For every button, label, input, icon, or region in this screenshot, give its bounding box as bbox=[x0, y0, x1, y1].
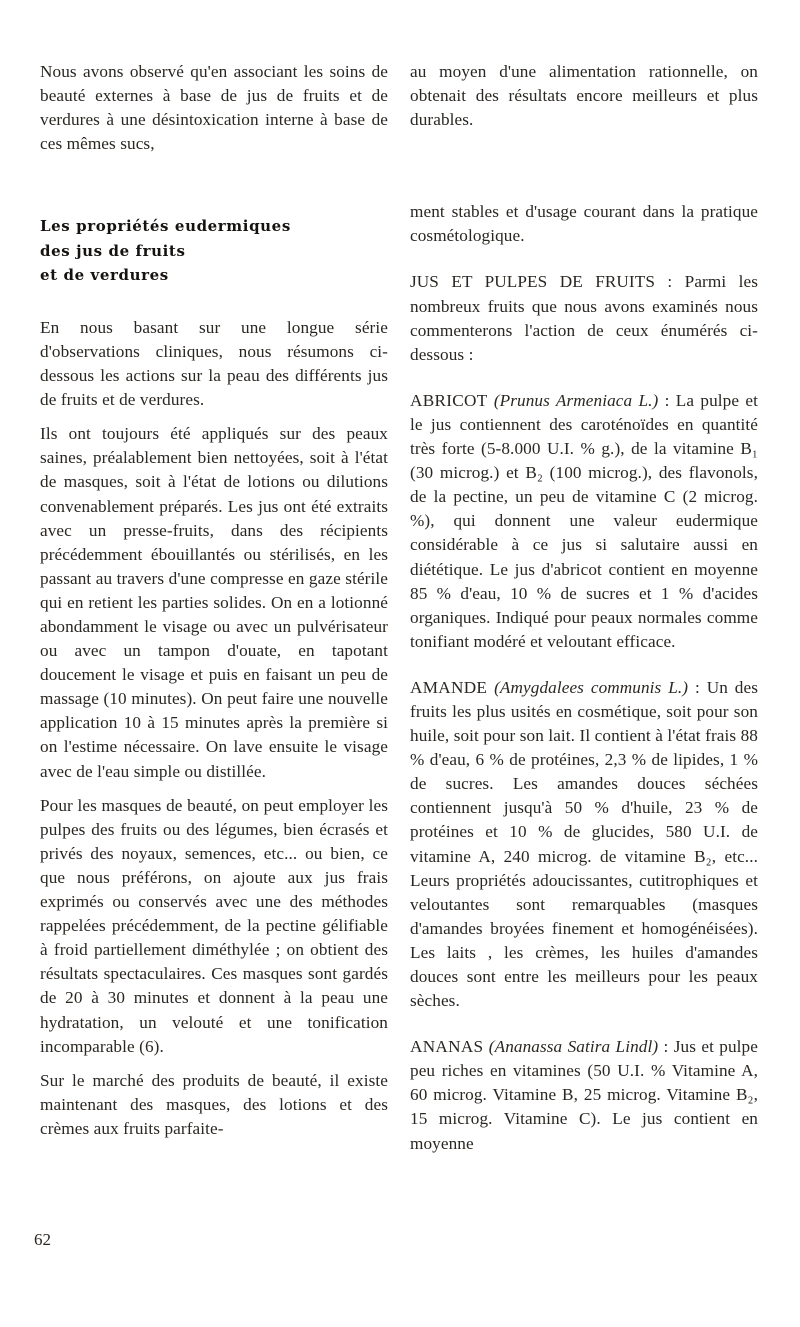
left-column bbox=[40, 60, 388, 1141]
masques-paragraph: Pour les masques de beauté, on peut employer les pulpes des fruits ou des légumes, bien écrasés et privés des noyaux, semences, etc... ou bien, ce que nous préférons, on ajoute aux jus frais exprimés ou conservés avec une des méthodes rappelées précédemment, de la pectine gélifiable à froid partiellement diméthylée ; on obtient des résultats spectaculaires. Ces masques sont gardés de 20 à 30 minutes et donnent à la peau une hydratation, un velouté et une tonification incomparable (6). bbox=[40, 795, 388, 1056]
section-heading bbox=[40, 214, 388, 288]
amande-text: : Un des fruits les plus usités en cosmétique, soit pour son huile, soit pour son lait. Il contient à l'état frais 88 % d'eau, 6 % de protéines, 2,3 % de lipides, 1 % de sucres. Les amandes douces séchées contiennent jusqu'à 50 % d'huile, 23 % de protéines et 10 % de glucides, 580 U.I. de vitamine A, 240 microg. de vitamine B₂, etc... Leurs propriétés adoucissantes, cutitrophiques et veloutantes sont remarquables (masques d'amandes broyées finement et homogénéisées). Les laits , les crèmes, les huiles d'amandes douces sont entre les meilleurs pour les peaux sèches. bbox=[410, 677, 758, 1011]
abricot-latin: (Prunus Armeniaca L.) bbox=[493, 390, 659, 410]
abricot-entry bbox=[410, 389, 758, 654]
continuation-paragraph: au moyen d'une alimentation rationnelle, on obtenait des résultats encore meilleurs et plus durables. bbox=[410, 62, 758, 130]
ananas-name: ANANAS bbox=[410, 1037, 484, 1057]
heading-line-1: Les propriétés eudermiques bbox=[40, 217, 291, 236]
marche-paragraph: Sur le marché des produits de beauté, il existe maintenant des masques, des lotions et des crèmes aux fruits parfaite- bbox=[40, 1070, 388, 1138]
jus-pulpes-paragraph: JUS ET PULPES DE FRUITS : Parmi les nombreux fruits que nous avons examinés nous commenterons l'action de ceux énumérés ci-dessous : bbox=[410, 272, 758, 364]
ananas-text: : Jus et pulpe peu riches en vitamines (50 U.I. % Vitamine A, 60 microg. Vitamine B, 25 microg. Vitamine B₂, 15 microg. Vitamine C). Le jus contient en moyenne bbox=[410, 1037, 758, 1153]
stables-paragraph: ment stables et d'usage courant dans la pratique cosmétologique. bbox=[410, 202, 758, 246]
right-column bbox=[410, 60, 758, 1156]
ananas-entry bbox=[410, 1035, 758, 1155]
amande-name: AMANDE bbox=[410, 677, 488, 697]
application-paragraph: Ils ont toujours été appliqués sur des peaux saines, préalablement bien nettoyées, soit à l'état de masques, soit à l'état de lotions ou dilutions convenablement préparés. Les jus ont été extraits avec un presse-fruits, dans des récipients précédemment ébouillantés ou stérilisés, en les passant au travers d'une compresse en gaze stérile qui en retient les parties solides. On en a lotionné abondamment le visage ou avec un pulvérisateur ou avec un tampon d'ouate, en tapotant doucement le visage et puis en faisant un peu de massage (10 minutes). On peut faire une nouvelle application 10 à 15 minutes après la première si on l'estime nécessaire. On lave ensuite le visage avec de l'eau simple ou distillée. bbox=[40, 424, 388, 781]
abricot-name: ABRICOT bbox=[410, 390, 488, 410]
observations-paragraph: En nous basant sur une longue série d'observations cliniques, nous résumons ci-dessous les actions sur la peau des différents jus de fruits et de verdures. bbox=[40, 317, 388, 410]
amande-latin: (Amygdalees communis L.) bbox=[494, 677, 689, 697]
intro-paragraph: Nous avons observé qu'en associant les soins de beauté externes à base de jus de fruits et de verdures à une désintoxication interne à base de ces mêmes sucs, bbox=[40, 62, 388, 154]
page-number: 62 bbox=[34, 1230, 51, 1249]
heading-line-2: des jus de fruits bbox=[40, 241, 186, 260]
heading-line-3: et de verdures bbox=[40, 266, 169, 285]
amande-entry bbox=[410, 676, 758, 1013]
ananas-latin: (Ananassa Satira Lindl) bbox=[488, 1037, 659, 1057]
abricot-text: : La pulpe et le jus contiennent des caroténoïdes en quantité très forte (5-8.000 U.I. % g.), de la vitamine B₁ (30 microg.) et B₂ (100 microg.), des flavonols, de la pectine, un peu de vitamine C (2 microg. %), qui donnent une valeur eudermique considérable à ce jus si salutaire aussi en diététique. Le jus d'abricot contient en moyenne 85 % d'eau, 10 % de sucres et 1 % d'acides organiques. Indiqué pour peaux normales comme tonifiant modéré et veloutant efficace. bbox=[410, 390, 758, 651]
